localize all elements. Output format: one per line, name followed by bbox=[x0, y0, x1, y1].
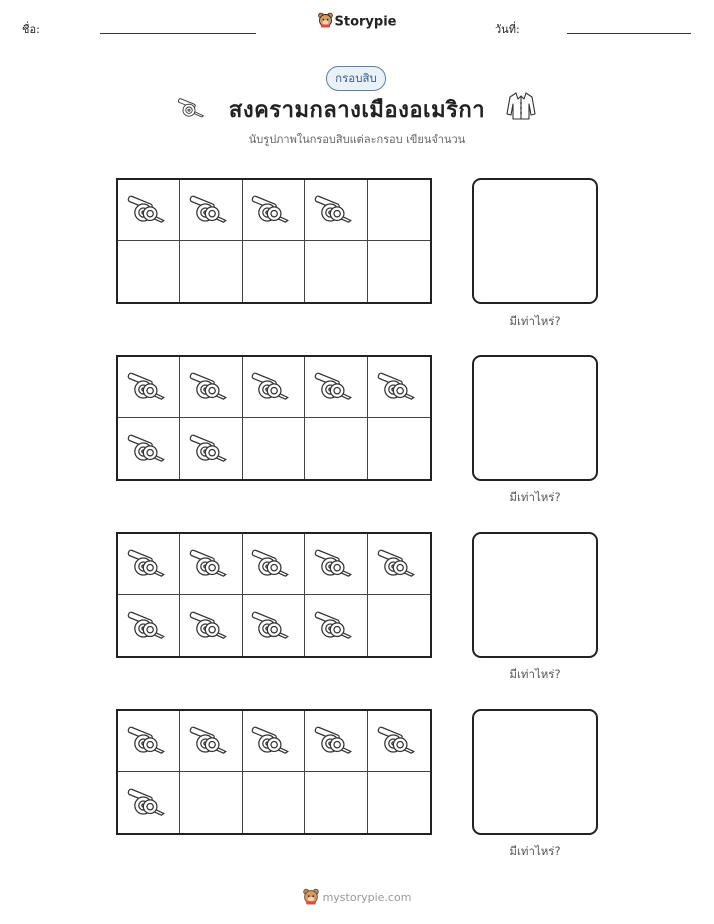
cannon-icon bbox=[313, 191, 359, 229]
ten-frame-cell bbox=[180, 711, 242, 772]
cannon-icon bbox=[126, 722, 172, 760]
cannon-icon bbox=[313, 368, 359, 406]
cannon-icon bbox=[250, 368, 296, 406]
ten-frame-cell bbox=[118, 241, 180, 302]
ten-frame-cell bbox=[180, 357, 242, 418]
answer-box[interactable] bbox=[472, 532, 598, 658]
cannon-icon bbox=[250, 191, 296, 229]
ten-frame-cell bbox=[368, 357, 430, 418]
answer-box[interactable] bbox=[472, 709, 598, 835]
ten-frame-cell bbox=[305, 595, 367, 656]
answer-question: มีเท่าไหร่? bbox=[509, 490, 561, 504]
ten-frame-cell bbox=[368, 418, 430, 479]
cannon-icon bbox=[126, 545, 172, 583]
ten-frame-cell bbox=[305, 711, 367, 772]
cannon-icon bbox=[188, 722, 234, 760]
ten-frame-cell bbox=[368, 595, 430, 656]
answer-box[interactable] bbox=[472, 178, 598, 304]
cannon-icon bbox=[313, 722, 359, 760]
ten-frame-cell bbox=[305, 180, 367, 241]
ten-frame-cell bbox=[305, 418, 367, 479]
answer-question: มีเท่าไหร่? bbox=[509, 314, 561, 328]
cannon-icon bbox=[188, 545, 234, 583]
worksheet-instructions: นับรูปภาพในกรอบสิบแต่ละกรอบ เขียนจำนวน bbox=[248, 133, 466, 146]
ten-frame-cell bbox=[243, 595, 305, 656]
ten-frame-cell bbox=[368, 534, 430, 595]
cannon-icon bbox=[188, 368, 234, 406]
cannon-icon bbox=[250, 607, 296, 645]
cannon-icon bbox=[126, 784, 172, 822]
cannon-icon bbox=[126, 191, 172, 229]
cannon-icon bbox=[126, 607, 172, 645]
cannon-icon bbox=[313, 607, 359, 645]
ten-frame-cell bbox=[180, 772, 242, 833]
ten-frame-cell bbox=[305, 357, 367, 418]
ten-frame-cell bbox=[243, 534, 305, 595]
ten-frame-cell bbox=[243, 357, 305, 418]
cannon-icon bbox=[126, 430, 172, 468]
cannon-icon bbox=[313, 545, 359, 583]
cannon-icon bbox=[376, 368, 422, 406]
ten-frame-cell bbox=[118, 357, 180, 418]
ten-frame-cell bbox=[243, 180, 305, 241]
ten-frame-cell bbox=[118, 595, 180, 656]
ten-frame-cell bbox=[305, 241, 367, 302]
ten-frame-cell bbox=[180, 180, 242, 241]
ten-frame-cell bbox=[180, 534, 242, 595]
date-line[interactable] bbox=[567, 33, 691, 34]
ten-frame-cell bbox=[118, 772, 180, 833]
answer-question: มีเท่าไหร่? bbox=[509, 667, 561, 681]
ten-frame-cell bbox=[118, 418, 180, 479]
cannon-icon bbox=[188, 430, 234, 468]
name-line[interactable] bbox=[100, 33, 256, 34]
ten-frame-cell bbox=[118, 534, 180, 595]
ten-frame-cell bbox=[180, 418, 242, 479]
ten-frame-cell bbox=[368, 241, 430, 302]
ten-frame bbox=[116, 355, 432, 481]
bear-icon bbox=[318, 12, 333, 32]
brand-name: Storypie bbox=[334, 14, 397, 30]
cannon-icon bbox=[188, 607, 234, 645]
cannon-icon bbox=[376, 722, 422, 760]
ten-frame-cell bbox=[368, 772, 430, 833]
ten-frame bbox=[116, 532, 432, 658]
jacket-icon bbox=[505, 90, 537, 126]
ten-frame-cell bbox=[368, 711, 430, 772]
answer-box[interactable] bbox=[472, 355, 598, 481]
ten-frame bbox=[116, 709, 432, 835]
worksheet-type-badge: กรอบสิบ bbox=[326, 66, 386, 91]
cannon-icon bbox=[126, 368, 172, 406]
ten-frame-cell bbox=[180, 241, 242, 302]
ten-frame-cell bbox=[243, 241, 305, 302]
cannon-icon bbox=[250, 722, 296, 760]
ten-frame-cell bbox=[305, 534, 367, 595]
footer-url: mystorypie.com bbox=[322, 891, 412, 904]
ten-frame-cell bbox=[305, 772, 367, 833]
ten-frame-cell bbox=[243, 711, 305, 772]
brand-logo bbox=[0, 12, 714, 32]
cannon-icon bbox=[376, 545, 422, 583]
ten-frame bbox=[116, 178, 432, 304]
ten-frame-cell bbox=[118, 180, 180, 241]
worksheet-title: สงครามกลางเมืองอเมริกา bbox=[228, 98, 486, 123]
name-label: ชื่อ: bbox=[22, 23, 40, 36]
footer-brand bbox=[0, 888, 714, 908]
ten-frame-cell bbox=[368, 180, 430, 241]
ten-frame-cell bbox=[118, 711, 180, 772]
answer-question: มีเท่าไหร่? bbox=[509, 844, 561, 858]
ten-frame-cell bbox=[243, 418, 305, 479]
ten-frame-cell bbox=[180, 595, 242, 656]
cannon-icon bbox=[188, 191, 234, 229]
bear-icon bbox=[303, 888, 319, 908]
ten-frame-cell bbox=[243, 772, 305, 833]
date-label: วันที่: bbox=[495, 23, 520, 36]
cannon-icon bbox=[250, 545, 296, 583]
